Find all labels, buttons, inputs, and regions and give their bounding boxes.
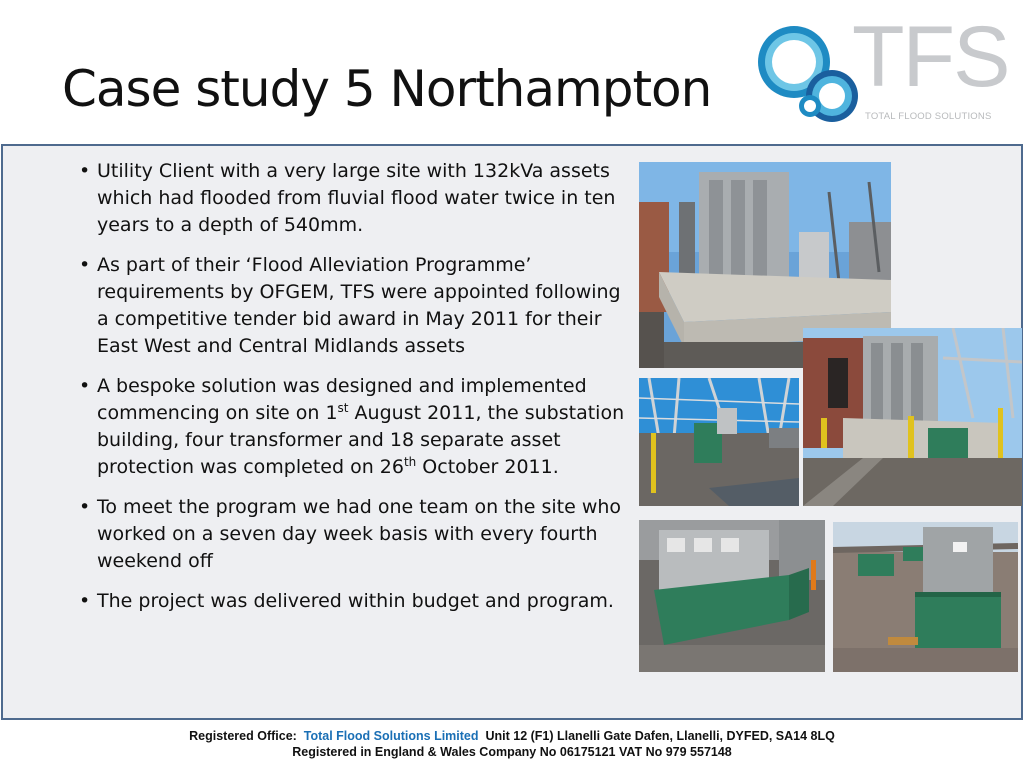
office-address: Unit 12 (F1) Llanelli Gate Dafen, Llanelli, DYFED, SA14 8LQ — [485, 729, 835, 743]
substation-photo-building-barrier — [803, 328, 1022, 506]
slide-title: Case study 5 Northampton — [62, 60, 712, 118]
registered-office-label: Registered Office: — [189, 729, 297, 743]
bullet-item: • A bespoke solution was designed and implemented commencing on site on 1st August 2011, the substation building, four transformer and 18 separate asset protection was completed on 26th October 2011. — [76, 373, 626, 481]
bullet-item: • Utility Client with a very large site with 132kVa assets which had flooded from fluvial flood water twice in ten years to a depth of 540mm. — [76, 158, 626, 239]
bullet-list — [76, 158, 626, 628]
logo-text: TFS — [852, 9, 1009, 105]
substation-photo-green-barriers — [639, 520, 825, 672]
tfs-logo — [752, 9, 1009, 132]
logo-tagline: TOTAL FLOOD SOLUTIONS — [865, 111, 992, 122]
substation-photo-kiosk-barrier — [833, 522, 1018, 672]
footer — [0, 728, 1024, 760]
company-name: Total Flood Solutions Limited — [303, 729, 479, 743]
footer-line-1 — [0, 728, 1024, 744]
bullet-item: • As part of their ‘Flood Alleviation Programme’ requirements by OFGEM, TFS were appointed following a competitive tender bid award in May 2011 for their East West and Central Midlands assets — [76, 252, 626, 360]
rings-logo-icon — [752, 22, 862, 132]
bullet-item: • To meet the program we had one team on the site who worked on a seven day week basis with every fourth weekend off — [76, 494, 626, 575]
footer-line-2: Registered in England & Wales Company No 06175121 VAT No 979 557148 — [292, 745, 732, 759]
substation-photo-green-cabinet — [639, 378, 799, 506]
bullet-item: • The project was delivered within budget and program. — [76, 588, 626, 615]
